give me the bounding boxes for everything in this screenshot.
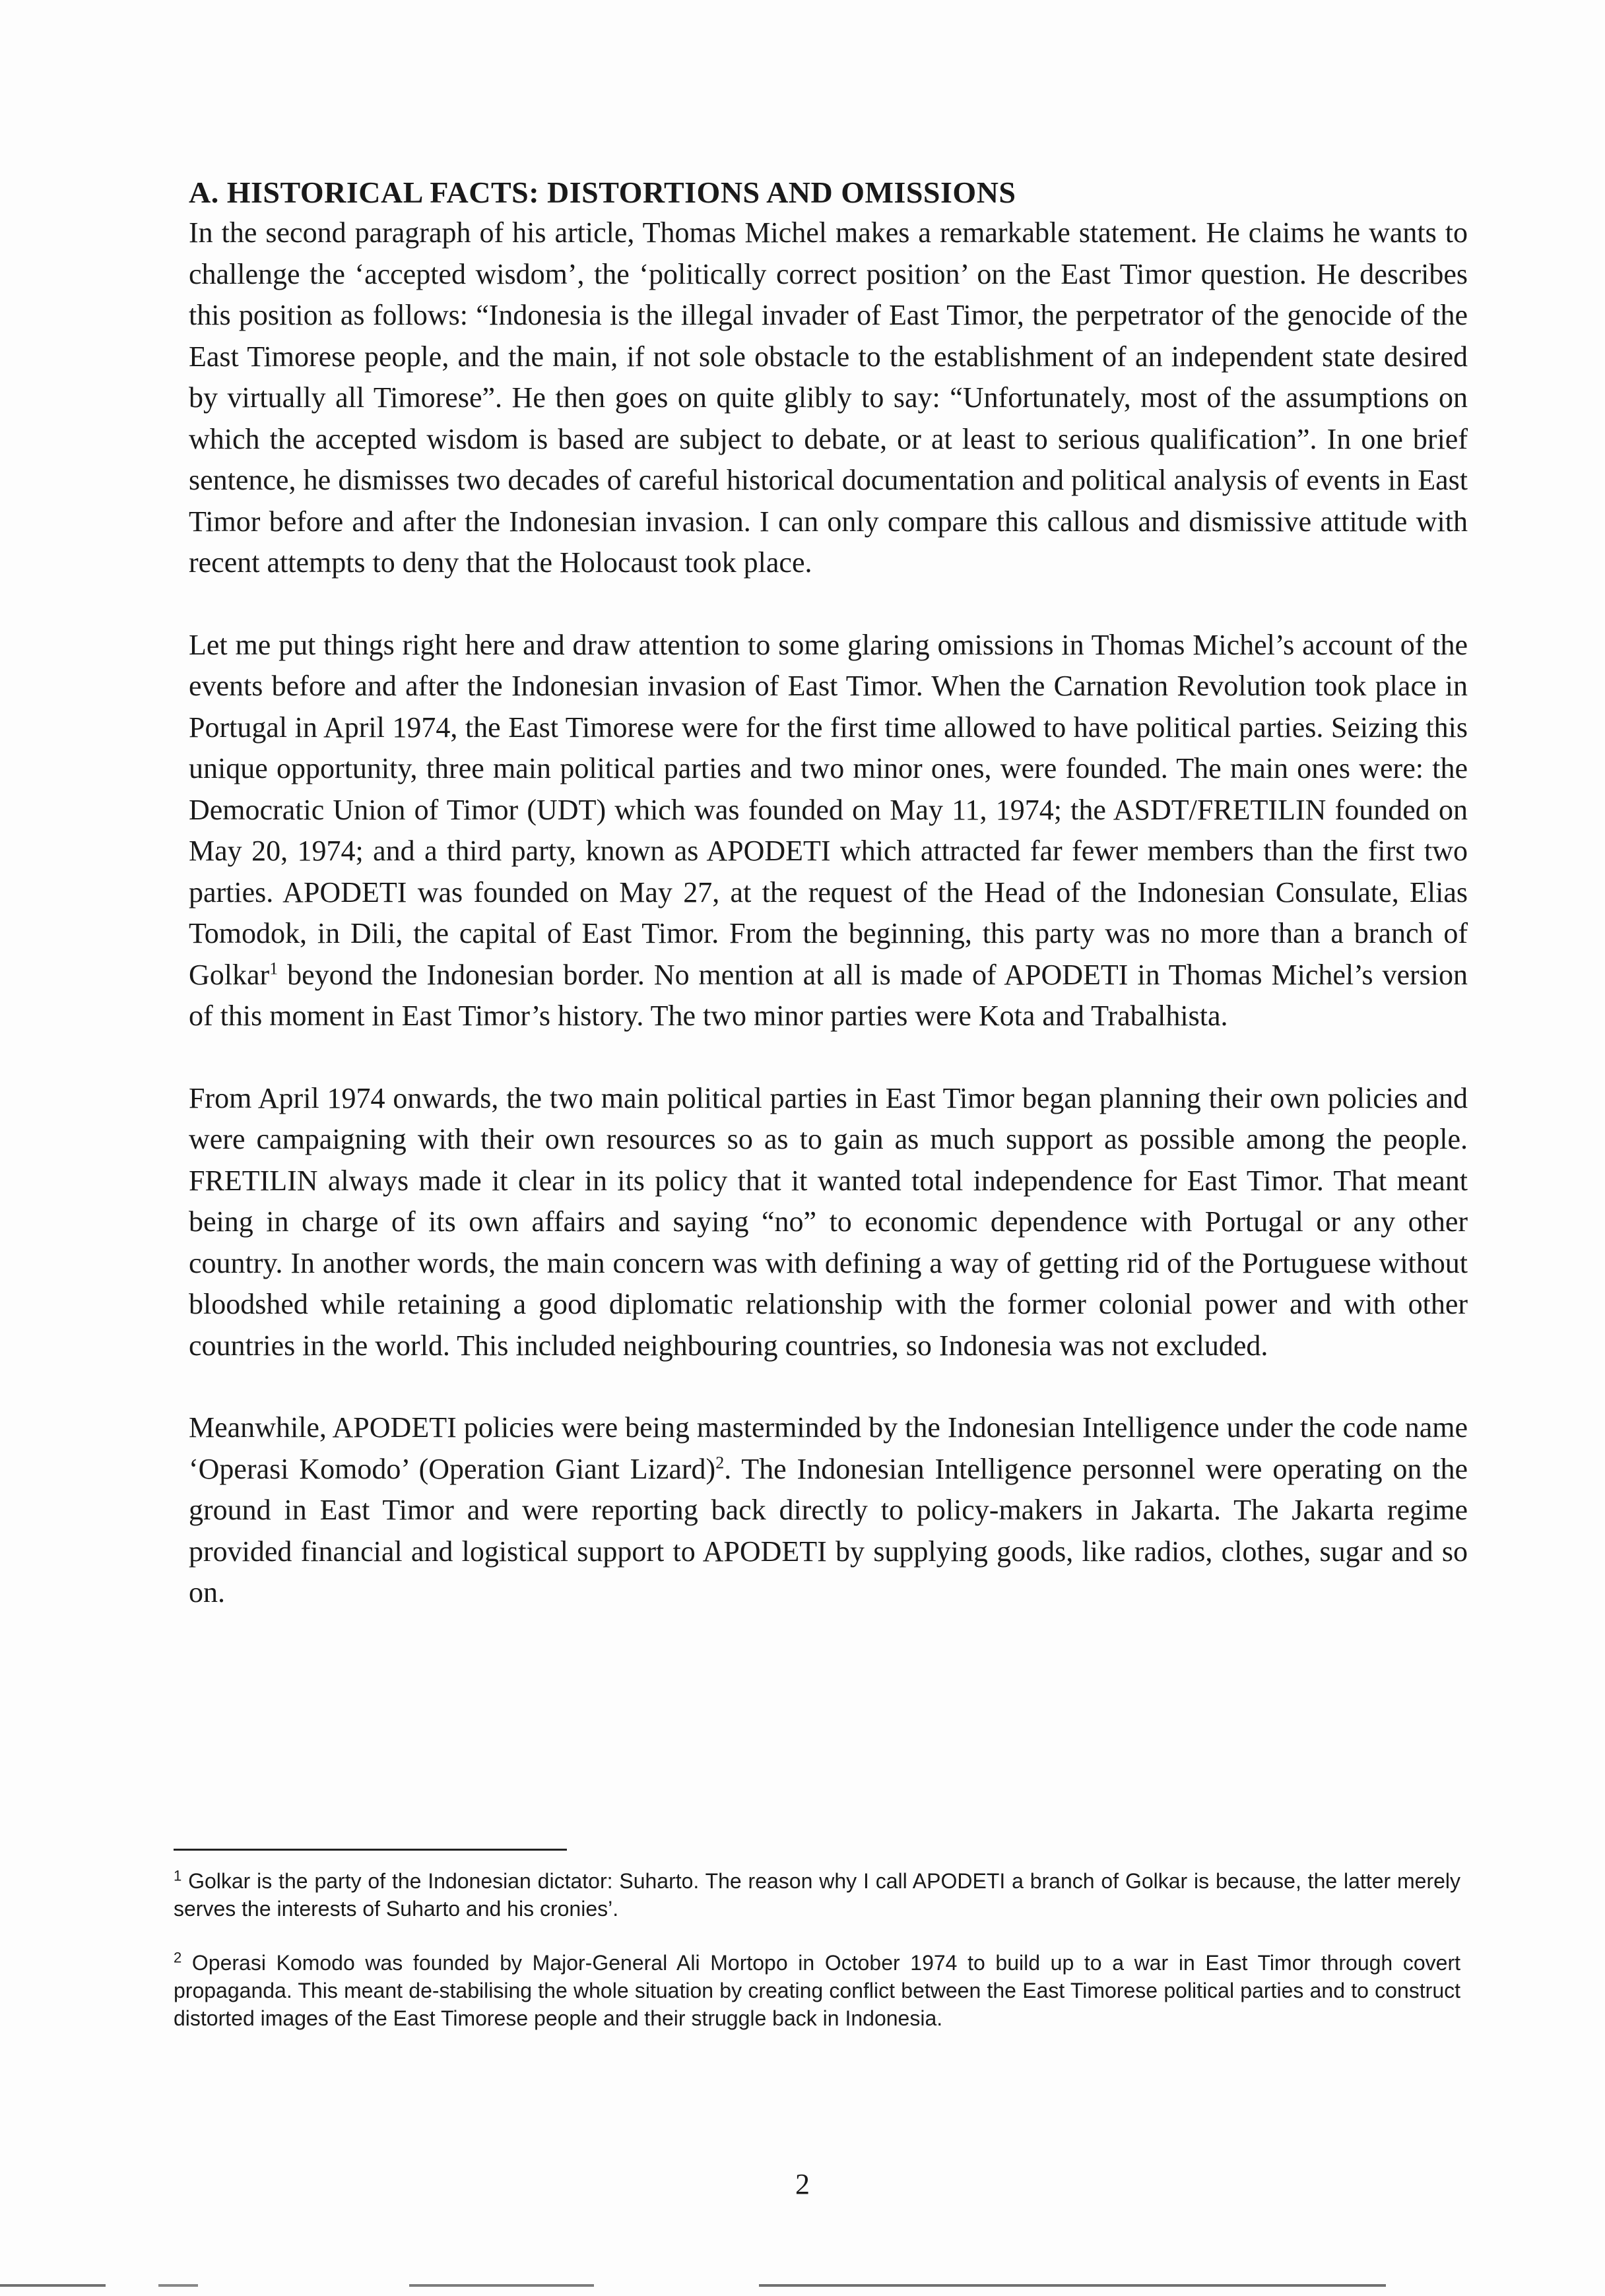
scan-edge-artifact [0,2284,1605,2287]
footnote-divider [174,1849,567,1851]
footnote-ref-1: 1 [269,958,278,978]
footnote-2 [174,1949,1460,2032]
paragraph-1: In the second paragraph of his article, Thomas Michel makes a remarkable statement. He claims he wants to challenge the ‘accepted wisdom’, the ‘politically correct position’ on the East Timor question. He describes this position as follows: “Indonesia is the illegal invader of East Timor, the perpetrator of the genocide of the East Timorese people, and the main, if not sole obstacle to the establishment of an independent state desired by virtually all Timorese”. He then goes on quite glibly to say: “Unfortunately, most of the assumptions on which the accepted wisdom is based are subject to debate, or at least to serious qualification”. In one brief sentence, he dismisses two decades of careful historical documentation and political analysis of events in East Timor before and after the Indonesian invasion. I can only compare this callous and dismissive attitude with recent attempts to deny that the Holocaust took place. [189,216,1468,579]
paragraph-4-part-a: Meanwhile, APODETI policies were being masterminded by the Indonesian Intelligence under the code name ‘Operasi Komodo’ (Operation Giant Lizard) [189,1411,1468,1485]
footnotes [174,1867,1460,2058]
paragraph-2-part-b: beyond the Indonesian border. No mention at all is made of APODETI in Thomas Michel’s version of this moment in East Timor’s history. The two minor parties were Kota and Trabalhista. [189,958,1468,1032]
footnote-1 [174,1867,1460,1923]
page-number: 2 [795,2168,810,2200]
footnote-1-text: Golkar is the party of the Indonesian dictator: Suharto. The reason why I call APODETI a branch of Golkar is because, the latter merely serves the interests of Suharto and his cronies’. [174,1869,1460,1921]
paragraph-2-part-a: Let me put things right here and draw attention to some glaring omissions in Thomas Michel’s account of the events before and after the Indonesian invasion of East Timor. When the Carnation Revolution took place in Portugal in April 1974, the East Timorese were for the first time allowed to have political parties. Seizing this unique opportunity, three main political parties and two minor ones, were founded. The main ones were: the Democratic Union of Timor (UDT) which was founded on May 11, 1974; the ASDT/FRETILIN founded on May 20, 1974; and a third party, known as APODETI which attracted far fewer members than the first two parties. APODETI was founded on May 27, at the request of the Head of the Indonesian Consulate, Elias Tomodok, in Dili, the capital of East Timor. From the beginning, this party was no more than a branch of Golkar [189,628,1468,991]
footnote-ref-2: 2 [715,1452,725,1472]
footnote-1-marker: 1 [174,1867,182,1884]
paragraph-3: From April 1974 onwards, the two main political parties in East Timor began planning their own policies and were campaigning with their own resources so as to gain as much support as possible among the people. FRETILIN always made it clear in its policy that it wanted total independence for East Timor. That meant being in charge of its own affairs and saying “no” to economic dependence with Portugal or any other country. In another words, the main concern was with defining a way of getting rid of the Portuguese without bloodshed while retaining a good diplomatic relationship with the former colonial power and with other countries in the world. This included neighbouring countries, so Indonesia was not excluded. [189,1081,1468,1362]
paragraph-2 [189,625,1468,1037]
paragraph-4-part-b: . The Indonesian Intelligence personnel were operating on the ground in East Timor and were reporting back directly to policy-makers in Jakarta. The Jakarta regime provided financial and logistical support to APODETI by supplying goods, like radios, clothes, sugar and so on. [189,1452,1468,1609]
main-text [189,173,1468,1655]
paragraph-4 [189,1407,1468,1614]
section-heading: A. HISTORICAL FACTS: DISTORTIONS AND OMISSIONS [189,175,1016,209]
footnote-2-marker: 2 [174,1949,182,1966]
footnote-2-text: Operasi Komodo was founded by Major-General Ali Mortopo in October 1974 to build up to a war in East Timor through covert propaganda. This meant de-stabilising the whole situation by creating conflict between the East Timorese political parties and to construct distorted images of the East Timorese people and their struggle back in Indonesia. [174,1951,1460,2030]
